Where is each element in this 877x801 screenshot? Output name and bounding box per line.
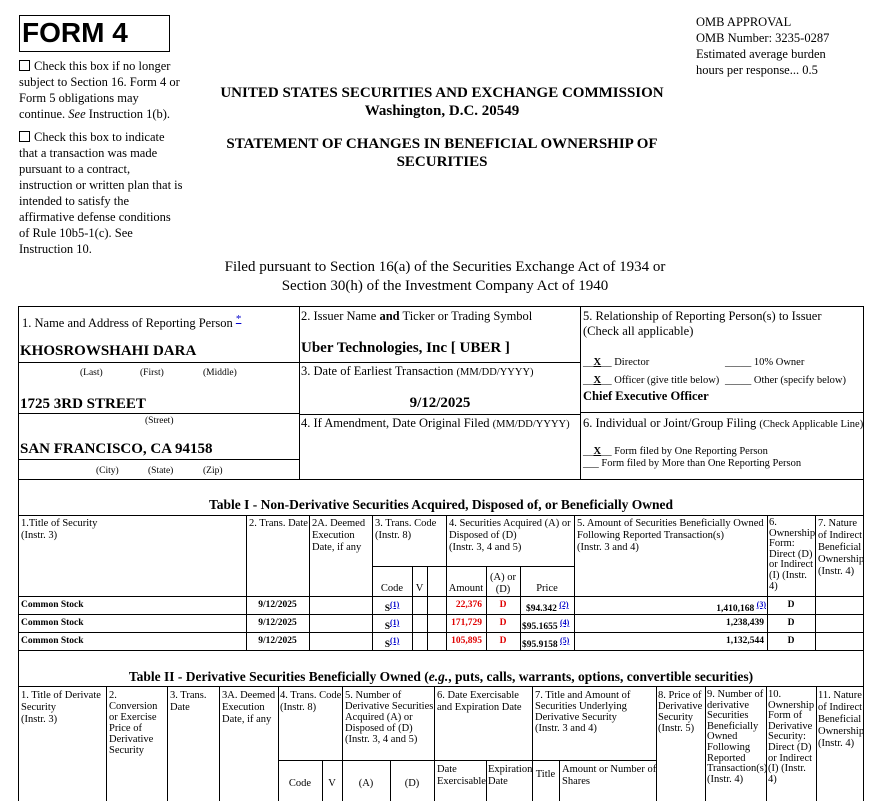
section16-checkbox[interactable] xyxy=(19,60,30,71)
t2-col-number-owned: 9. Number of derivative Securities Beneficially Owned Following Reported Transaction(s) (Instr. 4) xyxy=(707,689,768,785)
t2-sub-amount: Amount or Number of Shares xyxy=(562,764,657,787)
rule10b5-checkbox-block: Check this box to indicate that a transaction was made pursuant to a contract, instruction or written plan that is intended to satisfy the affirmative defense conditions of Rule 10b5-1(c). See Instruction 10. xyxy=(19,130,183,256)
row1-price-footnote[interactable]: (2) xyxy=(559,600,569,609)
row3-price-footnote[interactable]: (5) xyxy=(560,636,570,645)
t1-col-ownership-form: 6. Ownership Form: Direct (D) or Indirect (I) (Instr. 4) xyxy=(769,517,816,592)
box2-label: 2. Issuer Name and Ticker or Trading Symbol xyxy=(301,309,533,323)
filed-pursuant: Filed pursuant to Section 16(a) of the Securities Exchange Act of 1934 or Section 30(h) of the Investment Company Act of 1940 xyxy=(224,259,666,294)
row2-amount: 171,729 xyxy=(451,618,482,628)
statement-title: STATEMENT OF CHANGES IN BENEFICIAL OWNERSHIP OF SECURITIES xyxy=(226,136,658,170)
table2-title: Table II - Derivative Securities Beneficially Owned (e.g., puts, calls, warrants, options, convertible securities) xyxy=(128,669,754,684)
row2-ad: D xyxy=(499,618,507,628)
t1-col-nature: 7. Nature of Indirect Beneficial Ownership (Instr. 4) xyxy=(818,518,865,577)
row1-form: D xyxy=(787,600,795,610)
row3-amount: 105,895 xyxy=(451,636,482,646)
t1-sub-ad: (A) or (D) xyxy=(490,572,516,595)
agency-header: UNITED STATES SECURITIES AND EXCHANGE COMMISSION Washington, D.C. 20549 xyxy=(220,85,664,119)
other-option: _____ Other (specify below) xyxy=(725,375,847,386)
t2-col-price: 8. Price of Derivative Security (Instr. 5) xyxy=(658,690,703,734)
first-label: (First) xyxy=(140,368,164,378)
row1-price: $94.342 $^{(2)}$ xyxy=(526,600,569,615)
table1-title: Table I - Non-Derivative Securities Acquired, Disposed of, or Beneficially Owned xyxy=(209,497,673,512)
row3-date: 9/12/2025 xyxy=(258,636,297,646)
t2-col-trans-code: 4. Trans. Code (Instr. 8) xyxy=(280,690,342,713)
city-state-zip: SAN FRANCISCO, CA 94158 xyxy=(20,441,213,457)
t2-sub-expiration: Expiration Date xyxy=(488,764,533,787)
row3-title: Common Stock xyxy=(21,636,84,646)
t2-col-deemed: 3A. Deemed Execution Date, if any xyxy=(222,690,276,725)
box1-label: 1. Name and Address of Reporting Person * xyxy=(22,313,242,331)
t1-sub-price: Price xyxy=(536,583,558,594)
row3-owned: 1,132,544 xyxy=(726,636,764,646)
street-address: 1725 3RD STREET xyxy=(20,396,146,412)
t2-col-conversion: 2. Conversion or Exercise Price of Derivative Security xyxy=(109,690,158,756)
row2-title: Common Stock xyxy=(21,618,84,628)
officer-option: __X__ Officer (give title below) xyxy=(583,375,720,386)
box3-label: 3. Date of Earliest Transaction (MM/DD/YYYY) xyxy=(301,364,534,378)
row2-price-footnote[interactable]: (4) xyxy=(560,618,570,627)
t1-col-acquired: 4. Securities Acquired (A) or Disposed of (D) (Instr. 3, 4 and 5) xyxy=(449,518,571,553)
t2-col-title-amount: 7. Title and Amount of Securities Underlying Derivative Security (Instr. 3 and 4) xyxy=(535,690,631,734)
t2-sub-d: (D) xyxy=(404,778,420,789)
row3-ad: D xyxy=(499,636,507,646)
row2-price: $95.1655 $^{(4)}$ xyxy=(522,618,570,633)
ten-percent-option: _____ 10% Owner xyxy=(725,357,805,368)
zip-label: (Zip) xyxy=(203,466,223,476)
t1-sub-v: V xyxy=(415,583,424,594)
row1-date: 9/12/2025 xyxy=(258,600,297,610)
earliest-transaction-date: 9/12/2025 xyxy=(409,395,471,411)
rule10b5-checkbox[interactable] xyxy=(19,131,30,142)
row1-owned: 1,410,168 $^{(3)}$ xyxy=(716,600,766,615)
street-label: (Street) xyxy=(145,416,174,426)
t2-col-title: 1. Title of Derivate Security (Instr. 3) xyxy=(21,690,101,725)
row2-date: 9/12/2025 xyxy=(258,618,297,628)
t2-sub-code: Code xyxy=(288,778,312,789)
state-label: (State) xyxy=(148,466,174,476)
t2-col-trans-date: 3. Trans. Date xyxy=(170,690,207,713)
t2-col-nature: 11. Nature of Indirect Beneficial Ownership (Instr. 4) xyxy=(818,690,865,749)
one-person-option: __X__ Form filed by One Reporting Person xyxy=(583,446,768,457)
box4-label: 4. If Amendment, Date Original Filed (MM/DD/YYYY) xyxy=(301,416,570,430)
t2-col-date-exercisable: 6. Date Exercisable and Expiration Date xyxy=(437,690,522,713)
row2-code: $S^{(1)}$ xyxy=(384,618,400,633)
reporting-person-name: KHOSROWSHAHI DARA xyxy=(20,343,197,359)
t1-col-trans-date: 2. Trans. Date xyxy=(249,518,308,529)
row3-code: $S^{(1)}$ xyxy=(384,636,400,651)
t1-sub-amount: Amount xyxy=(448,583,484,594)
row1-code: $S^{(1)}$ xyxy=(384,600,400,615)
t2-sub-a: (A) xyxy=(358,778,374,789)
row2-form: D xyxy=(787,618,795,628)
form-title: FORM 4 xyxy=(19,15,170,52)
issuer-name: Uber Technologies, Inc [ UBER ] xyxy=(301,340,510,356)
t1-col-title: 1.Title of Security (Instr. 3) xyxy=(21,518,98,541)
last-label: (Last) xyxy=(80,368,103,378)
t1-col-trans-code: 3. Trans. Code (Instr. 8) xyxy=(375,518,437,541)
city-label: (City) xyxy=(96,466,119,476)
multiple-persons-option: ___ Form filed by More than One Reporting Person xyxy=(583,458,802,469)
row2-owned: 1,238,439 xyxy=(726,618,764,628)
row3-code-footnote[interactable]: (1) xyxy=(389,636,400,645)
t2-col-number: 5. Number of Derivative Securities Acquired (A) or Disposed of (D) (Instr. 3, 4 and 5) xyxy=(345,690,434,745)
row1-title: Common Stock xyxy=(21,600,84,610)
omb-approval: OMB APPROVAL OMB Number: 3235-0287 Estimated average burden hours per response... 0.5 xyxy=(696,15,830,77)
section16-checkbox-block: Check this box if no longer subject to Section 16. Form 4 or Form 5 obligations may continue. See Instruction 1(b). xyxy=(19,59,180,121)
t2-sub-date-exercisable: Date Exercisable xyxy=(437,764,486,787)
row3-price: $95.9158 $^{(5)}$ xyxy=(522,636,570,651)
row3-form: D xyxy=(787,636,795,646)
box6-label: 6. Individual or Joint/Group Filing (Check Applicable Line) xyxy=(583,416,864,430)
row1-amount: 22,376 xyxy=(455,600,482,610)
t1-col-amount-owned: 5. Amount of Securities Beneficially Owned Following Reported Transaction(s) (Instr. 3 and 4) xyxy=(577,518,764,553)
t2-sub-v: V xyxy=(328,778,336,789)
t1-col-deemed: 2A. Deemed Execution Date, if any xyxy=(312,518,366,553)
t1-sub-code: Code xyxy=(380,583,404,594)
director-option: __X__ Director xyxy=(583,357,650,368)
box5-label: 5. Relationship of Reporting Person(s) to Issuer (Check all applicable) xyxy=(583,309,822,338)
reporting-person-footnote-link[interactable]: * xyxy=(235,313,242,325)
officer-title: Chief Executive Officer xyxy=(583,389,709,403)
t2-sub-title: Title xyxy=(535,769,556,780)
row1-ad: D xyxy=(499,600,507,610)
row2-code-footnote[interactable]: (1) xyxy=(389,618,400,627)
row1-code-footnote[interactable]: (1) xyxy=(389,600,400,609)
row1-owned-footnote[interactable]: (3) xyxy=(756,600,766,609)
t2-col-ownership-form: 10. Ownership Form of Derivative Security: Direct (D) or Indirect (I) (Instr. 4) xyxy=(768,689,815,785)
middle-label: (Middle) xyxy=(203,368,237,378)
